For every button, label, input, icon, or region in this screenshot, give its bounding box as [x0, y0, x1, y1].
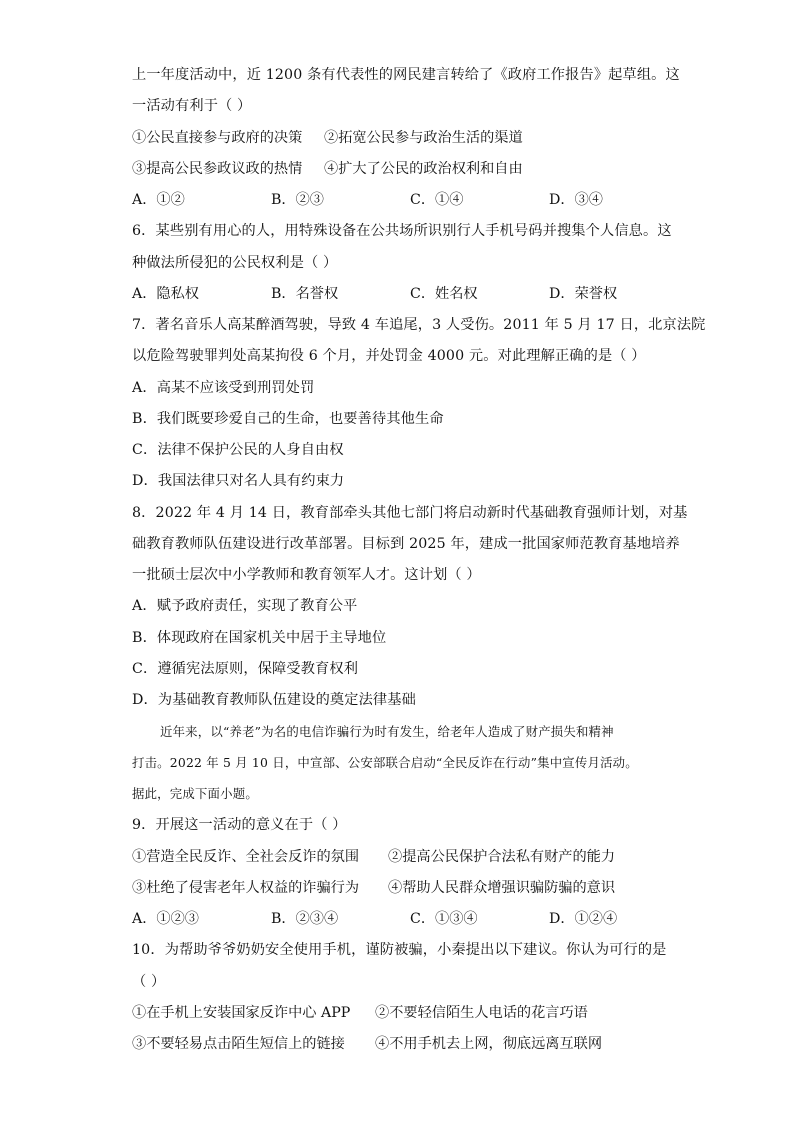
q5-statement-3: ③提高公民参政议政的热情	[132, 161, 303, 177]
passage-line-1: 近年来，以“养老”为名的电信诈骗行为时有发生，给老年人造成了财产损失和精神	[160, 724, 614, 739]
q5-statement-2: ②拓宽公民参与政治生活的渠道	[324, 130, 523, 146]
q9-option-b: B．②③④	[271, 911, 339, 927]
q7-stem-line-1: 7．著名音乐人高某醉酒驾驶，导致 4 车追尾，3 人受伤。2011 年 5 月 17 日，北京法院	[132, 317, 706, 333]
q10-stem-line-2: （ ）	[132, 974, 166, 990]
q6-stem-line-2: 种做法所侵犯的公民权利是（ ）	[132, 255, 338, 271]
q9-option-a: A．①②③	[132, 911, 199, 927]
q5-option-c: C．①④	[410, 192, 464, 208]
q9-statement-2: ②提高公民保护合法私有财产的能力	[388, 849, 616, 865]
q5-option-a: A．①②	[132, 192, 185, 208]
q8-option-a: A．赋予政府责任，实现了教育公平	[132, 598, 358, 614]
q8-option-c: C．遵循宪法原则，保障受教育权利	[132, 661, 359, 677]
q8-option-d: D．为基础教育教师队伍建设的奠定法律基础	[132, 692, 416, 708]
q7-option-c: C．法律不保护公民的人身自由权	[132, 442, 344, 458]
q10-statement-1: ①在手机上安装国家反诈中心 APP	[132, 1005, 351, 1021]
q5-statement-4: ④扩大了公民的政治权利和自由	[324, 161, 523, 177]
q5-option-d: D．③④	[549, 192, 603, 208]
q9-statement-1: ①营造全民反诈、全社会反诈的氛围	[132, 849, 360, 865]
q5-stem-line-2: 一活动有利于（ ）	[132, 98, 252, 114]
passage-line-3: 据此，完成下面小题。	[132, 786, 258, 801]
q8-stem-line-3: 一批硕士层次中小学教师和教育领军人才。这计划（ ）	[132, 567, 481, 583]
q9-option-d: D．①②④	[549, 911, 618, 927]
q8-stem-line-2: 础教育教师队伍建设进行改革部署。目标到 2025 年，建成一批国家师范教育基地培养	[132, 536, 680, 552]
q10-statement-2: ②不要轻信陌生人电话的花言巧语	[375, 1005, 588, 1021]
q6-stem-line-1: 6．某些别有用心的人，用特殊设备在公共场所识别行人手机号码并搜集个人信息。这	[132, 223, 672, 239]
q5-stem-line-1: 上一年度活动中，近 1200 条有代表性的网民建言转给了《政府工作报告》起草组。这	[132, 67, 680, 83]
q9-statement-4: ④帮助人民群众增强识骗防骗的意识	[388, 880, 616, 896]
q8-stem-line-1: 8．2022 年 4 月 14 日，教育部牵头其他七部门将启动新时代基础教育强师计划，对基	[132, 505, 688, 521]
q8-option-b: B．体现政府在国家机关中居于主导地位	[132, 630, 387, 646]
q7-option-a: A．高某不应该受到刑罚处罚	[132, 380, 315, 396]
q6-option-c: C．姓名权	[410, 286, 478, 302]
q6-option-d: D．荣誉权	[549, 286, 618, 302]
q10-statement-3: ③不要轻易点击陌生短信上的链接	[132, 1036, 345, 1052]
q10-statement-4: ④不用手机去上网，彻底远离互联网	[375, 1036, 603, 1052]
q9-statement-3: ③杜绝了侵害老年人权益的诈骗行为	[132, 880, 360, 896]
q7-option-b: B．我们既要珍爱自己的生命，也要善待其他生命	[132, 411, 444, 427]
q10-stem-line-1: 10．为帮助爷爷奶奶安全使用手机，谨防被骗，小秦提出以下建议。你认为可行的是	[132, 942, 667, 958]
q5-statement-1: ①公民直接参与政府的决策	[132, 130, 303, 146]
q6-option-b: B．名誉权	[271, 286, 339, 302]
q9-stem-line-1: 9．开展这一活动的意义在于（ ）	[132, 817, 347, 833]
q6-option-a: A．隐私权	[132, 286, 199, 302]
q5-option-b: B．②③	[271, 192, 324, 208]
q7-stem-line-2: 以危险驾驶罪判处高某拘役 6 个月，并处罚金 4000 元。对此理解正确的是（ ）	[132, 348, 646, 364]
passage-line-2: 打击。2022 年 5 月 10 日，中宣部、公安部联合启动“全民反诈在行动”集中宣传月活动。	[132, 755, 638, 770]
q7-option-d: D．我国法律只对名人具有约束力	[132, 473, 345, 489]
q9-option-c: C．①③④	[410, 911, 478, 927]
